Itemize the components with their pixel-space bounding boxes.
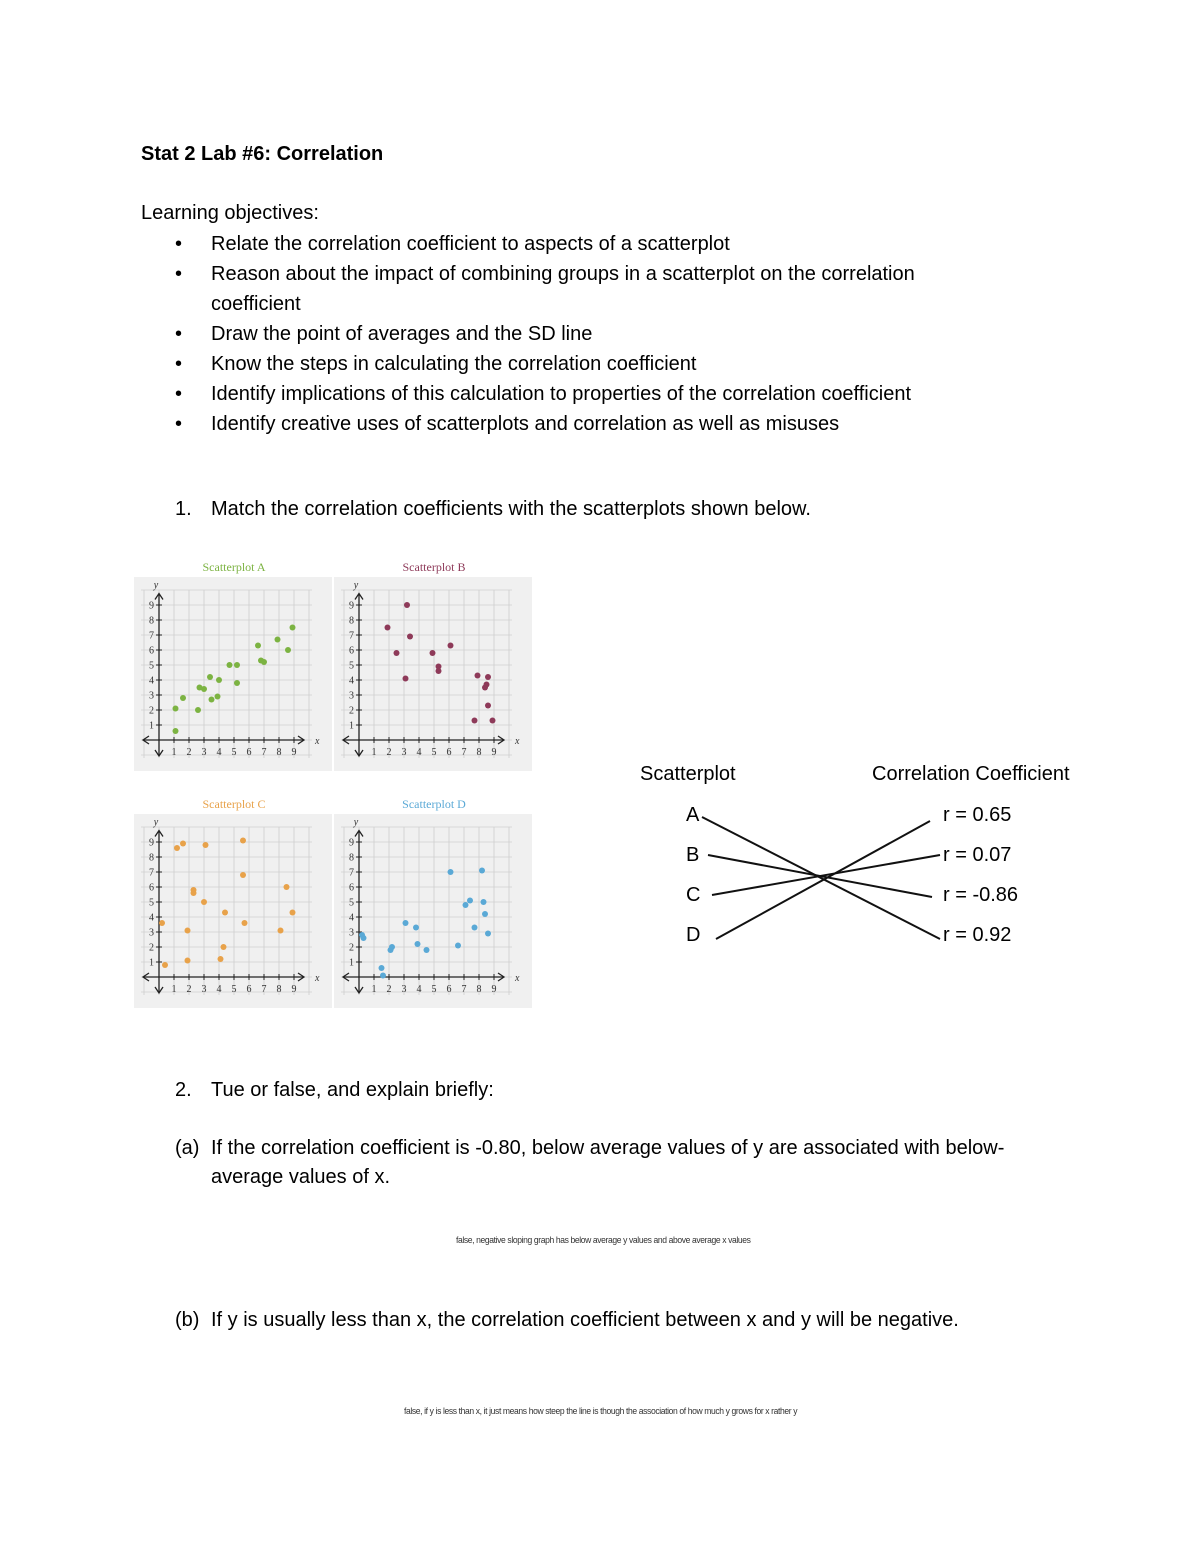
question-1 xyxy=(175,495,1075,525)
bullet-icon: • xyxy=(175,413,183,435)
coefficient-label: r = -0.86 xyxy=(943,884,1019,906)
y-tick-label: 1 xyxy=(149,957,154,969)
x-tick-label: 6 xyxy=(446,747,452,758)
data-point xyxy=(174,845,180,851)
data-point xyxy=(485,931,491,937)
scatterplot-label: A xyxy=(686,804,700,826)
data-point xyxy=(261,659,267,665)
y-tick-label: 8 xyxy=(149,852,154,864)
y-tick-label: 2 xyxy=(349,942,354,954)
x-tick-label: 6 xyxy=(246,747,252,758)
data-point xyxy=(380,973,386,979)
y-axis-label: y xyxy=(353,580,359,591)
question-label: (b) xyxy=(175,1309,200,1331)
objective-item: • Identify creative uses of scatterplots and correlation as well as misuses xyxy=(141,409,1041,439)
x-axis-label: x xyxy=(315,973,320,984)
data-point xyxy=(385,625,391,631)
x-tick-label: 8 xyxy=(476,984,482,995)
y-tick-label: 3 xyxy=(149,927,154,939)
y-tick-label: 5 xyxy=(349,897,354,909)
bullet-icon: • xyxy=(175,383,183,405)
data-point xyxy=(255,643,261,649)
data-point xyxy=(278,928,284,934)
page-title: Stat 2 Lab #6: Correlation xyxy=(141,143,384,165)
data-point xyxy=(162,962,168,968)
data-point xyxy=(203,842,209,848)
y-tick-label: 9 xyxy=(349,600,354,612)
x-axis-label: x xyxy=(315,736,320,747)
x-tick-label: 2 xyxy=(186,984,192,995)
data-point xyxy=(234,662,240,668)
data-point xyxy=(222,910,228,916)
y-tick-label: 1 xyxy=(349,957,354,969)
y-tick-label: 3 xyxy=(349,690,354,702)
y-tick-label: 5 xyxy=(149,660,154,672)
y-tick-label: 6 xyxy=(349,645,354,657)
data-point xyxy=(403,920,409,926)
data-point xyxy=(284,884,290,890)
data-point xyxy=(472,925,478,931)
y-tick-label: 1 xyxy=(149,720,154,732)
x-axis-label: x xyxy=(515,973,520,984)
data-point xyxy=(159,920,165,926)
data-point xyxy=(482,911,488,917)
x-tick-label: 5 xyxy=(231,984,237,995)
data-point xyxy=(218,956,224,962)
x-tick-label: 5 xyxy=(231,747,237,758)
data-point xyxy=(290,910,296,916)
x-tick-label: 9 xyxy=(291,747,297,758)
x-tick-label: 9 xyxy=(291,984,297,995)
scatterplot-d xyxy=(334,797,532,1008)
y-tick-label: 4 xyxy=(149,912,154,924)
data-point xyxy=(379,965,385,971)
scatterplot-c xyxy=(134,797,332,1008)
x-tick-label: 8 xyxy=(276,747,282,758)
x-tick-label: 7 xyxy=(261,984,267,995)
answer-2b: false, if y is less than x, it just means how steep the line is though the association of how much y grows for x rather y xyxy=(404,1406,798,1416)
match-line xyxy=(716,821,930,939)
x-tick-label: 7 xyxy=(261,747,267,758)
data-point xyxy=(290,625,296,631)
coefficient-label: r = 0.92 xyxy=(943,924,1012,946)
data-point xyxy=(209,697,215,703)
plot-title: Scatterplot B xyxy=(402,560,466,574)
x-tick-label: 9 xyxy=(491,984,497,995)
objectives-label: Learning objectives: xyxy=(141,202,319,224)
data-point xyxy=(403,676,409,682)
plot-title: Scatterplot C xyxy=(202,797,266,811)
coefficient-label: r = 0.07 xyxy=(943,844,1012,866)
data-point xyxy=(185,928,191,934)
plot-title: Scatterplot A xyxy=(202,560,266,574)
scatterplot-b xyxy=(334,560,532,771)
question-number: 1. xyxy=(175,498,192,520)
objective-item: • Reason about the impact of combining groups in a scatterplot on the correlation coefficient xyxy=(141,259,1041,319)
y-tick-label: 8 xyxy=(349,615,354,627)
scatterplots-figure xyxy=(134,555,534,1011)
data-point xyxy=(275,637,281,643)
question-2b xyxy=(175,1306,1075,1336)
scatterplot-a xyxy=(134,560,332,771)
y-tick-label: 5 xyxy=(149,897,154,909)
y-tick-label: 7 xyxy=(349,867,354,879)
plot-title: Scatterplot D xyxy=(402,797,466,811)
scatterplot-label: D xyxy=(686,924,701,946)
question-2 xyxy=(175,1076,1075,1106)
right-header: Correlation Coefficient xyxy=(872,763,1070,785)
scatterplot-label: B xyxy=(686,844,700,866)
objective-item: • Identify implications of this calculation to properties of the correlation coefficient xyxy=(141,379,1041,409)
scatterplot-label: C xyxy=(686,884,701,906)
x-tick-label: 7 xyxy=(461,747,467,758)
data-point xyxy=(430,650,436,656)
y-tick-label: 9 xyxy=(349,837,354,849)
x-tick-label: 5 xyxy=(431,747,437,758)
x-tick-label: 6 xyxy=(246,984,252,995)
question-label: (a) xyxy=(175,1137,200,1159)
y-axis-label: y xyxy=(153,580,159,591)
answer-2a: false, negative sloping graph has below average y values and above average x values xyxy=(456,1235,751,1245)
data-point xyxy=(472,718,478,724)
y-tick-label: 2 xyxy=(149,942,154,954)
y-axis-label: y xyxy=(153,817,159,828)
data-point xyxy=(215,694,221,700)
y-tick-label: 4 xyxy=(349,912,354,924)
data-point xyxy=(185,958,191,964)
data-point xyxy=(201,686,207,692)
y-tick-label: 3 xyxy=(349,927,354,939)
data-point xyxy=(180,841,186,847)
data-point xyxy=(221,944,227,950)
data-point xyxy=(448,869,454,875)
x-tick-label: 1 xyxy=(171,984,177,995)
bullet-icon: • xyxy=(175,323,183,345)
data-point xyxy=(195,707,201,713)
x-tick-label: 4 xyxy=(216,747,222,758)
x-tick-label: 3 xyxy=(401,984,407,995)
y-tick-label: 7 xyxy=(349,630,354,642)
question-text: If the correlation coefficient is -0.80, below average values of y are associated with below-average values of x. xyxy=(211,1137,1005,1188)
y-tick-label: 4 xyxy=(149,675,154,687)
question-text: Tue or false, and explain briefly: xyxy=(211,1079,494,1101)
data-point xyxy=(424,947,430,953)
y-tick-label: 6 xyxy=(349,882,354,894)
data-point xyxy=(463,902,469,908)
y-tick-label: 4 xyxy=(349,675,354,687)
x-tick-label: 2 xyxy=(386,747,392,758)
y-tick-label: 7 xyxy=(149,867,154,879)
data-point xyxy=(285,647,291,653)
data-point xyxy=(191,890,197,896)
objective-item: • Relate the correlation coefficient to aspects of a scatterplot xyxy=(141,229,1041,259)
data-point xyxy=(475,673,481,679)
question-text: Match the correlation coefficients with the scatterplots shown below. xyxy=(211,498,811,520)
data-point xyxy=(242,920,248,926)
matching-diagram xyxy=(630,755,1110,955)
data-point xyxy=(207,674,213,680)
x-tick-label: 4 xyxy=(416,984,422,995)
data-point xyxy=(467,898,473,904)
x-tick-label: 1 xyxy=(371,747,377,758)
x-tick-label: 8 xyxy=(276,984,282,995)
bullet-icon: • xyxy=(175,263,183,285)
data-point xyxy=(201,899,207,905)
x-tick-label: 4 xyxy=(216,984,222,995)
data-point xyxy=(415,941,421,947)
question-number: 2. xyxy=(175,1079,192,1101)
x-tick-label: 4 xyxy=(416,747,422,758)
match-line xyxy=(712,855,940,895)
y-tick-label: 2 xyxy=(349,705,354,717)
data-point xyxy=(407,634,413,640)
objective-item: • Draw the point of averages and the SD line xyxy=(141,319,1041,349)
data-point xyxy=(394,650,400,656)
data-point xyxy=(485,703,491,709)
data-point xyxy=(240,872,246,878)
data-point xyxy=(490,718,496,724)
data-point xyxy=(227,662,233,668)
x-tick-label: 5 xyxy=(431,984,437,995)
x-axis-label: x xyxy=(515,736,520,747)
left-header: Scatterplot xyxy=(640,763,736,785)
y-tick-label: 8 xyxy=(349,852,354,864)
data-point xyxy=(484,682,490,688)
data-point xyxy=(361,935,367,941)
coefficient-label: r = 0.65 xyxy=(943,804,1012,826)
y-axis-label: y xyxy=(353,817,359,828)
data-point xyxy=(479,868,485,874)
data-point xyxy=(180,695,186,701)
question-text: If y is usually less than x, the correlation coefficient between x and y will be negative. xyxy=(211,1309,959,1331)
y-tick-label: 3 xyxy=(149,690,154,702)
data-point xyxy=(413,925,419,931)
data-point xyxy=(173,706,179,712)
bullet-icon: • xyxy=(175,233,183,255)
y-tick-label: 9 xyxy=(149,837,154,849)
x-tick-label: 2 xyxy=(186,747,192,758)
y-tick-label: 1 xyxy=(349,720,354,732)
objective-item: • Know the steps in calculating the correlation coefficient xyxy=(141,349,1041,379)
x-tick-label: 8 xyxy=(476,747,482,758)
x-tick-label: 1 xyxy=(171,747,177,758)
x-tick-label: 9 xyxy=(491,747,497,758)
x-tick-label: 3 xyxy=(401,747,407,758)
x-tick-label: 1 xyxy=(371,984,377,995)
data-point xyxy=(240,838,246,844)
y-tick-label: 6 xyxy=(149,645,154,657)
bullet-icon: • xyxy=(175,353,183,375)
data-point xyxy=(173,728,179,734)
objectives-list xyxy=(141,229,1041,439)
x-tick-label: 2 xyxy=(386,984,392,995)
data-point xyxy=(455,943,461,949)
data-point xyxy=(448,643,454,649)
data-point xyxy=(389,944,395,950)
y-tick-label: 9 xyxy=(149,600,154,612)
y-tick-label: 5 xyxy=(349,660,354,672)
y-tick-label: 6 xyxy=(149,882,154,894)
data-point xyxy=(234,680,240,686)
data-point xyxy=(436,668,442,674)
x-tick-label: 6 xyxy=(446,984,452,995)
y-tick-label: 7 xyxy=(149,630,154,642)
y-tick-label: 2 xyxy=(149,705,154,717)
x-tick-label: 3 xyxy=(201,747,207,758)
data-point xyxy=(404,602,410,608)
x-tick-label: 7 xyxy=(461,984,467,995)
data-point xyxy=(216,677,222,683)
question-2a xyxy=(175,1134,1075,1194)
x-tick-label: 3 xyxy=(201,984,207,995)
data-point xyxy=(485,674,491,680)
data-point xyxy=(481,899,487,905)
y-tick-label: 8 xyxy=(149,615,154,627)
